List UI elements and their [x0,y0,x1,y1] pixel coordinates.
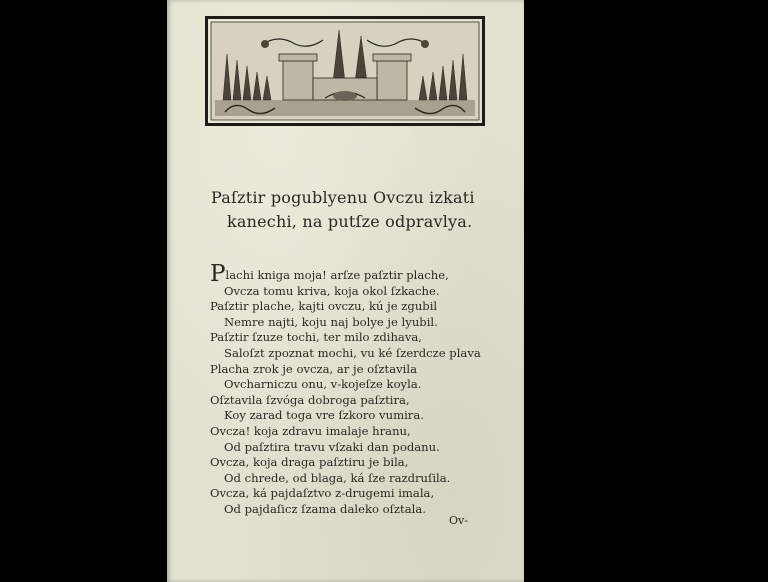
drop-cap: P [210,261,226,287]
verse-line: Ovcza, ká pajdaſztvo z-drugemi imala, [210,486,435,501]
book-page [167,0,524,582]
title-line-2: kanechi, na putſze odpravlya. [227,212,473,231]
verse-line-1 [210,261,500,287]
verse-line: Od paſztira travu vſzaki dan podanu. [224,439,440,454]
verse-line: Oſztavila ſzvóga dobroga paſztira, [210,392,410,407]
verse-line: Od chrede, od blaga, ká ſze razdruſila. [224,470,451,485]
poem-title [211,186,491,234]
verse-line: Paſztir ſzuze tochi, ter milo zdihava, [210,330,422,345]
verse-line: Koy zarad toga vre ſzkoro vumira. [224,408,424,423]
title-line-1: Paſztir pogublyenu Ovczu izkati [211,188,475,207]
verse-line: Nemre najti, koju naj bolye je lyubil. [224,314,438,329]
verse-line: Placha zrok je ovcza, ar je oſztavila [210,361,417,376]
verse-line-1-text: lachi kniga moja! arſze paſztir plache, [225,268,449,282]
verse-line: Ovcza tomu kriva, koja okol ſzkache. [224,283,440,298]
poem-text [210,261,500,518]
verse-line: Ovcza! koja zdravu imalaje hranu, [210,423,411,438]
verse-line: Ovcharniczu onu, v-kojeſze koyla. [224,377,422,392]
verse-line: Saloſzt zpoznat mochi, vu ké ſzerdcze plava [224,345,481,360]
engraved-vignette [205,16,485,126]
verse-line: Ovcza, koja draga paſztiru je bila, [210,455,409,470]
verse-line: Paſztir plache, kajti ovczu, kú je zgubil [210,299,438,314]
catchword: Ov- [449,514,468,527]
verse-line: Od pajdaſicz ſzama daleko oſztala. [224,501,426,516]
